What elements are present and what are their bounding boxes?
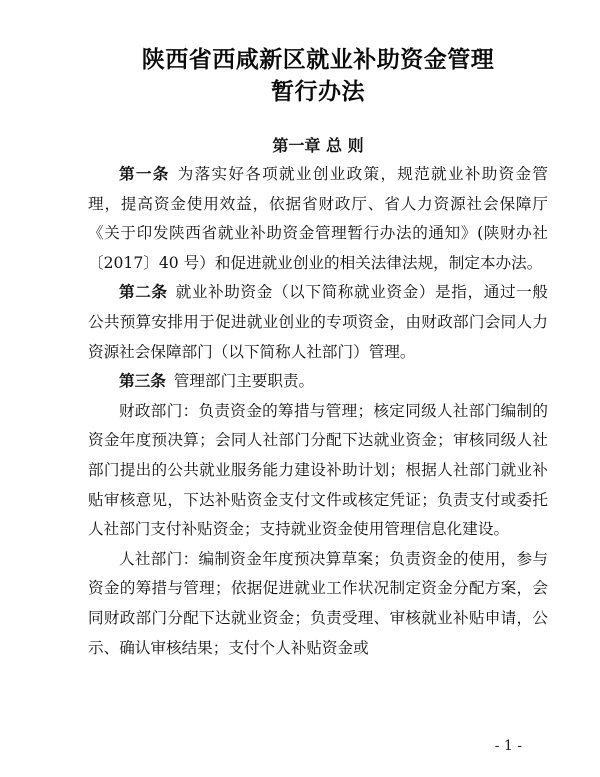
article-number: 第二条 — [119, 283, 168, 302]
paragraph-text: 为落实好各项就业创业政策，规范就业补助资金管理，提高资金使用效益，依据省财政厅、省人力资源社会保障厅《关于印发陕西省就业补助资金管理暂行办法的通知》(陕财办社〔2017〕40 号）和促进就业创业的相关法律法规，制定本办法。 — [88, 165, 548, 272]
paragraph-article-3 — [88, 367, 548, 397]
paragraph-text: 财政部门：负责资金的筹措与管理；核定同级人社部门编制的资金年度预决算；会同人社部门分配下达就业资金；审核同级人社部门提出的公共就业服务能力建设补助计划；根据人社部门就业补贴审核意见，下达补贴资金支付文件或核定凭证；负责支付或委托人社部门支付补贴资金；支持就业资金使用管理信息化建设。 — [88, 401, 548, 539]
title-line-1: 陕西省西咸新区就业补助资金管理 — [141, 47, 495, 73]
title-line-2: 暂行办法 — [271, 79, 365, 105]
paragraph-article-1 — [88, 160, 548, 278]
page-number: - 1 - — [494, 738, 522, 754]
paragraph-text: 管理部门主要职责。 — [173, 372, 315, 391]
paragraph-hr-dept — [88, 545, 548, 663]
chapter-heading: 第一章 总 则 — [272, 136, 364, 155]
article-number: 第一条 — [119, 165, 170, 183]
document-body — [88, 160, 548, 663]
paragraph-text: 人社部门：编制资金年度预决算草案；负责资金的使用，参与资金的筹措与管理；依据促进就业工作状况制定资金分配方案，会同财政部门分配下达就业资金；负责受理、审核就业补贴申请，公示、确认审核结果；支付个人补贴资金或 — [88, 549, 548, 657]
document-title — [88, 0, 548, 108]
article-number: 第三条 — [119, 372, 166, 391]
paragraph-text: 就业补助资金（以下简称就业资金）是指，通过一般公共预算安排用于促进就业创业的专项资金，由财政部门会同人力资源社会保障部门（以下简称人社部门）管理。 — [88, 283, 548, 361]
paragraph-finance-dept — [88, 397, 548, 545]
paragraph-article-2 — [88, 278, 548, 367]
